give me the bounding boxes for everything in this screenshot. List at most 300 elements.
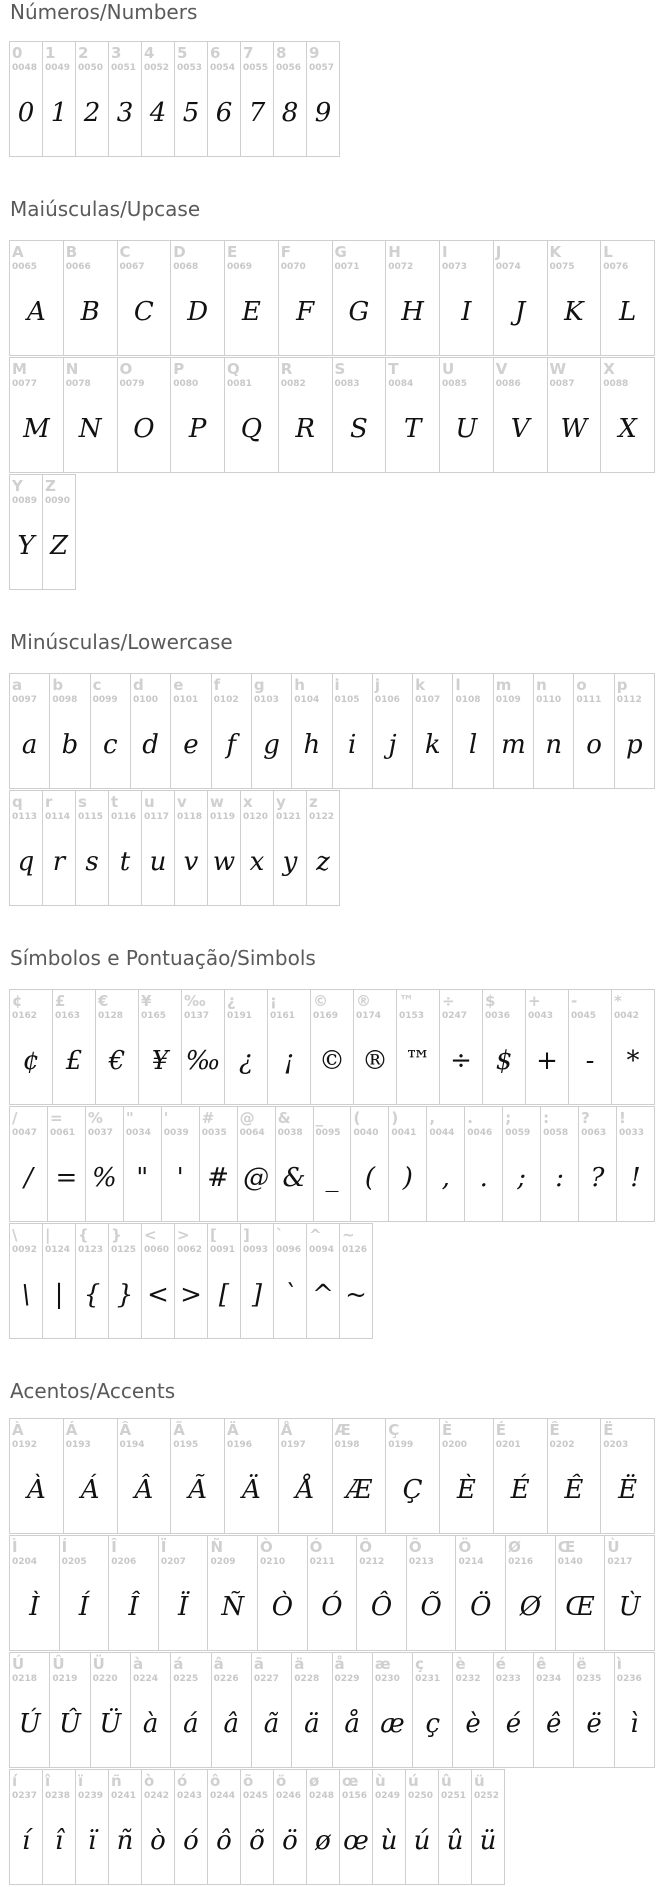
- glyph-code: 0202: [549, 1440, 575, 1450]
- glyph-sample: |: [54, 1280, 64, 1310]
- glyph-sample: N: [78, 414, 102, 444]
- glyph-char-label: _: [315, 1109, 323, 1127]
- glyph-char-label: z: [309, 793, 318, 811]
- glyph-cell: [75, 1223, 109, 1339]
- glyph-sample: 7: [248, 98, 266, 128]
- glyph-cell: [273, 1223, 307, 1339]
- glyph-code: 0169: [313, 1011, 339, 1021]
- glyph-code: 0095: [315, 1128, 341, 1138]
- glyph-char-label: ÷: [442, 992, 455, 1010]
- glyph-char-label: 6: [210, 44, 221, 62]
- glyph-char-label: é: [495, 1655, 506, 1673]
- glyph-cell: [313, 1106, 352, 1222]
- glyph-cell: [257, 1535, 308, 1651]
- glyph-char-label: |: [45, 1226, 51, 1244]
- glyph-char-label: ã: [253, 1655, 264, 1673]
- glyph-char-label: ï: [78, 1772, 84, 1790]
- glyph-char-label: Ù: [607, 1538, 620, 1556]
- glyph-cell: [9, 1106, 48, 1222]
- glyph-cell: [224, 989, 268, 1105]
- glyph-sample: f: [226, 730, 237, 760]
- glyph-code: 0244: [210, 1791, 236, 1801]
- glyph-cell: [533, 1652, 574, 1768]
- glyph-char-label: Œ: [557, 1538, 576, 1556]
- glyph-cell: [600, 1418, 655, 1534]
- glyph-code: 0068: [173, 262, 199, 272]
- glyph-cell: [307, 1535, 358, 1651]
- glyph-sample: E: [241, 297, 261, 327]
- glyph-cell: [525, 989, 569, 1105]
- glyph-code: 0111: [576, 695, 602, 705]
- glyph-char-label: i: [334, 676, 340, 694]
- glyph-cell: [604, 1535, 655, 1651]
- glyph-code: 0230: [374, 1674, 400, 1684]
- glyph-cell: [353, 989, 397, 1105]
- glyph-sample: l: [468, 730, 478, 760]
- glyph-sample: Ç: [402, 1475, 423, 1505]
- glyph-sample: ã: [263, 1709, 280, 1739]
- glyph-cell: [385, 1418, 440, 1534]
- glyph-cell: [372, 1652, 413, 1768]
- glyph-char-label: B: [65, 243, 78, 261]
- glyph-char-label: J: [495, 243, 502, 261]
- glyph-sample: h: [303, 730, 321, 760]
- glyph-code: 0119: [210, 812, 236, 822]
- glyph-code: 0110: [536, 695, 562, 705]
- glyph-char-label: Y: [12, 477, 23, 495]
- glyph-sample: Ó: [321, 1592, 343, 1622]
- section-title: Números/Numbers: [10, 0, 198, 24]
- glyph-char-label: à: [132, 1655, 144, 1673]
- glyph-sample: Ô: [370, 1592, 393, 1622]
- glyph-sample: z: [316, 847, 330, 877]
- glyph-char-label: ë: [576, 1655, 587, 1673]
- glyph-char-label: d: [132, 676, 144, 694]
- glyph-code: 0092: [12, 1245, 38, 1255]
- glyph-cell: [170, 357, 225, 473]
- glyph-char-label: 4: [144, 44, 155, 62]
- glyph-char-label: {: [78, 1226, 89, 1244]
- glyph-char-label: Í: [61, 1538, 68, 1556]
- glyph-sample: â: [223, 1709, 239, 1739]
- glyph-code: 0060: [144, 1245, 170, 1255]
- glyph-cell: [9, 41, 43, 157]
- glyph-char-label: Ä: [227, 1421, 239, 1439]
- glyph-cell: [412, 1652, 453, 1768]
- glyph-code: 0089: [12, 496, 38, 506]
- glyph-cell: [9, 357, 64, 473]
- glyph-code: 0212: [359, 1557, 385, 1567]
- glyph-row: [10, 674, 655, 791]
- glyph-sample: Z: [49, 531, 69, 561]
- glyph-char-label: Å: [280, 1421, 293, 1439]
- glyph-cell: [614, 673, 655, 789]
- glyph-sample: ": [136, 1163, 149, 1193]
- glyph-char-label: Û: [52, 1655, 65, 1673]
- glyph-sample: w: [212, 847, 236, 877]
- glyph-cell: [240, 41, 274, 157]
- glyph-code: 0227: [253, 1674, 279, 1684]
- glyph-char-label: g: [253, 676, 265, 694]
- glyph-sample: i: [347, 730, 357, 760]
- glyph-sample: ñ: [116, 1826, 134, 1856]
- glyph-code: 0124: [45, 1245, 71, 1255]
- glyph-cell: [49, 1652, 90, 1768]
- glyph-cell: [9, 240, 64, 356]
- glyph-sample: ì: [630, 1709, 639, 1739]
- glyph-char-label: å: [334, 1655, 345, 1673]
- glyph-cell: [455, 1535, 506, 1651]
- glyph-sample: _: [325, 1163, 339, 1193]
- glyph-sample: %: [91, 1163, 117, 1193]
- glyph-char-label: 5: [177, 44, 188, 62]
- glyph-sample: U: [455, 414, 478, 444]
- glyph-char-label: U: [442, 360, 455, 378]
- glyph-code: 0105: [334, 695, 360, 705]
- glyph-code: 0046: [467, 1128, 493, 1138]
- glyph-cell: [42, 790, 76, 906]
- glyph-sample: Ê: [564, 1475, 584, 1505]
- glyph-code: 0205: [61, 1557, 87, 1567]
- glyph-sample: 0: [17, 98, 35, 128]
- glyph-sample: ê: [546, 1709, 562, 1739]
- glyph-code: 0058: [543, 1128, 569, 1138]
- glyph-code: 0053: [177, 63, 203, 73]
- glyph-code: 0067: [119, 262, 145, 272]
- glyph-code: 0163: [55, 1011, 81, 1021]
- glyph-char-label: ö: [276, 1772, 287, 1790]
- glyph-code: 0206: [111, 1557, 137, 1567]
- section-title: Acentos/Accents: [10, 1379, 176, 1403]
- glyph-cell: [9, 474, 43, 590]
- glyph-code: 0241: [111, 1791, 137, 1801]
- glyph-code: 0239: [78, 1791, 104, 1801]
- glyph-cell: [240, 1769, 274, 1885]
- glyph-sample: à: [142, 1709, 159, 1739]
- glyph-char-label: í: [12, 1772, 18, 1790]
- glyph-sample: X: [618, 414, 637, 444]
- glyph-cell: [339, 1769, 373, 1885]
- glyph-code: 0082: [280, 379, 306, 389]
- glyph-cell: [547, 1418, 602, 1534]
- glyph-cell: [42, 1223, 76, 1339]
- glyph-char-label: r: [45, 793, 53, 811]
- glyph-sample: =: [55, 1163, 78, 1193]
- glyph-char-label: ™: [399, 992, 414, 1010]
- glyph-sample: a: [21, 730, 38, 760]
- glyph-cell: [306, 790, 340, 906]
- glyph-cell: [502, 1106, 541, 1222]
- glyph-char-label: á: [173, 1655, 184, 1673]
- glyph-code: 0234: [536, 1674, 562, 1684]
- glyph-char-label: I: [442, 243, 448, 261]
- glyph-char-label: Î: [111, 1538, 117, 1556]
- glyph-char-label: [: [210, 1226, 217, 1244]
- glyph-cell: [426, 1106, 465, 1222]
- glyph-code: 0251: [441, 1791, 467, 1801]
- glyph-sample: Ë: [618, 1475, 638, 1505]
- glyph-cell: [174, 1769, 208, 1885]
- glyph-code: 0036: [485, 1011, 511, 1021]
- glyph-code: 0086: [495, 379, 521, 389]
- glyph-code: 0232: [455, 1674, 481, 1684]
- glyph-sample: H: [401, 297, 424, 327]
- glyph-cell: [181, 989, 225, 1105]
- glyph-code: 0056: [276, 63, 302, 73]
- glyph-sample: á: [183, 1709, 199, 1739]
- glyph-code: 0238: [45, 1791, 71, 1801]
- glyph-sample: `: [283, 1280, 297, 1310]
- glyph-cell: [9, 790, 43, 906]
- glyph-char-label: ç: [415, 1655, 425, 1673]
- glyph-cell: [108, 1223, 142, 1339]
- glyph-code: 0096: [276, 1245, 302, 1255]
- glyph-code: 0042: [614, 1011, 640, 1021]
- glyph-cell: [85, 1106, 124, 1222]
- glyph-char-label: Ò: [260, 1538, 273, 1556]
- glyph-sample: A: [26, 297, 46, 327]
- glyph-sample: Ù: [618, 1592, 641, 1622]
- glyph-char-label: ô: [210, 1772, 221, 1790]
- glyph-cell: [138, 989, 182, 1105]
- glyph-cell: [75, 1769, 109, 1885]
- glyph-code: 0034: [125, 1128, 151, 1138]
- glyph-cell: [251, 673, 292, 789]
- glyph-sample: ó: [183, 1826, 199, 1856]
- glyph-code: 0247: [442, 1011, 468, 1021]
- glyph-code: 0074: [495, 262, 521, 272]
- glyph-cell: [388, 1106, 427, 1222]
- glyph-sample: ¢: [22, 1046, 40, 1076]
- glyph-code: 0098: [52, 695, 78, 705]
- glyph-sample: J: [514, 297, 526, 327]
- glyph-sample: I: [461, 297, 472, 327]
- glyph-char-label: Â: [119, 1421, 132, 1439]
- glyph-code: 0057: [309, 63, 335, 73]
- glyph-sample: .: [479, 1163, 488, 1193]
- glyph-sample: Ñ: [221, 1592, 245, 1622]
- glyph-code: 0114: [45, 812, 71, 822]
- glyph-cell: [278, 357, 333, 473]
- glyph-cell: [275, 1106, 314, 1222]
- glyph-char-label: î: [45, 1772, 51, 1790]
- glyph-code: 0197: [280, 1440, 306, 1450]
- glyph-cell: [170, 1418, 225, 1534]
- glyph-sample: ç: [425, 1709, 441, 1739]
- glyph-char-label: R: [280, 360, 293, 378]
- glyph-sample: B: [80, 297, 100, 327]
- glyph-sample: ‰: [185, 1046, 221, 1076]
- glyph-code: 0214: [458, 1557, 484, 1567]
- glyph-char-label: t: [111, 793, 119, 811]
- glyph-sample: O: [133, 414, 155, 444]
- glyph-char-label: ñ: [111, 1772, 122, 1790]
- glyph-char-label: 1: [45, 44, 56, 62]
- glyph-code: 0090: [45, 496, 71, 506]
- glyph-char-label: b: [52, 676, 64, 694]
- glyph-code: 0084: [388, 379, 414, 389]
- glyph-code: 0204: [12, 1557, 38, 1567]
- glyph-char-label: v: [177, 793, 187, 811]
- glyph-sample: ò: [150, 1826, 166, 1856]
- glyph-code: 0050: [78, 63, 104, 73]
- glyph-code: 0035: [201, 1128, 227, 1138]
- glyph-code: 0051: [111, 63, 137, 73]
- glyph-cell: [267, 989, 311, 1105]
- glyph-char-label: S: [334, 360, 346, 378]
- glyph-cell: [141, 1769, 175, 1885]
- glyph-cell: [95, 989, 139, 1105]
- glyph-char-label: x: [243, 793, 253, 811]
- glyph-cell: [42, 1769, 76, 1885]
- glyph-char-label: 2: [78, 44, 89, 62]
- glyph-char-label: *: [614, 992, 622, 1010]
- glyph-sample: Â: [134, 1475, 154, 1505]
- glyph-char-label: È: [442, 1421, 453, 1439]
- glyph-sample: W: [560, 414, 588, 444]
- glyph-cell: [251, 1652, 292, 1768]
- glyph-sample: c: [103, 730, 118, 760]
- glyph-cell: [372, 1769, 406, 1885]
- glyph-code: 0101: [173, 695, 199, 705]
- glyph-code: 0054: [210, 63, 236, 73]
- glyph-sample: ;: [517, 1163, 527, 1193]
- glyph-code: 0209: [210, 1557, 236, 1567]
- glyph-char-label: F: [280, 243, 291, 261]
- glyph-cell: [63, 357, 118, 473]
- glyph-code: 0071: [334, 262, 360, 272]
- glyph-char-label: s: [78, 793, 87, 811]
- glyph-code: 0196: [227, 1440, 253, 1450]
- glyph-cell: [75, 790, 109, 906]
- glyph-code: 0097: [12, 695, 38, 705]
- glyph-char-label: K: [549, 243, 562, 261]
- glyph-cell: [42, 41, 76, 157]
- glyph-code: 0083: [334, 379, 360, 389]
- glyph-cell: [493, 1418, 548, 1534]
- glyph-cell: [332, 1418, 387, 1534]
- glyph-sample: õ: [249, 1826, 265, 1856]
- glyph-cell: [141, 1223, 175, 1339]
- glyph-sample: ?: [590, 1163, 605, 1193]
- glyph-cell: [75, 41, 109, 157]
- glyph-char-label: f: [213, 676, 221, 694]
- glyph-char-label: €: [98, 992, 109, 1010]
- glyph-code: 0211: [309, 1557, 335, 1567]
- glyph-code: 0237: [12, 1791, 38, 1801]
- glyph-code: 0033: [619, 1128, 645, 1138]
- glyph-code: 0224: [132, 1674, 158, 1684]
- glyph-sample: û: [446, 1826, 464, 1856]
- glyph-sample: È: [456, 1475, 476, 1505]
- glyph-cell: [452, 1652, 493, 1768]
- glyph-sample: @: [243, 1163, 270, 1193]
- glyph-sample: y: [282, 847, 298, 877]
- glyph-sample: (: [364, 1163, 375, 1193]
- glyph-char-label: /: [12, 1109, 18, 1127]
- section-title: Maiúsculas/Upcase: [10, 197, 201, 221]
- glyph-row: [10, 1536, 655, 1653]
- glyph-code: 0126: [342, 1245, 368, 1255]
- glyph-sample: ä: [304, 1709, 320, 1739]
- glyph-cell: [9, 1223, 43, 1339]
- glyph-code: 0078: [65, 379, 91, 389]
- glyph-cell: [9, 1418, 64, 1534]
- glyph-sample: g: [263, 730, 280, 760]
- glyph-char-label: ©: [313, 992, 328, 1010]
- glyph-char-label: Ñ: [210, 1538, 223, 1556]
- glyph-code: 0191: [227, 1011, 253, 1021]
- glyph-cell: [439, 989, 483, 1105]
- glyph-code: 0193: [65, 1440, 91, 1450]
- glyph-char-label: æ: [374, 1655, 391, 1673]
- glyph-code: 0217: [607, 1557, 633, 1567]
- glyph-char-label: õ: [243, 1772, 254, 1790]
- glyph-sample: ô: [216, 1826, 232, 1856]
- glyph-char-label: %: [87, 1109, 103, 1127]
- glyph-char-label: W: [549, 360, 567, 378]
- glyph-code: 0156: [342, 1791, 368, 1801]
- glyph-char-label: ¥: [141, 992, 152, 1010]
- glyph-sample: 2: [83, 98, 101, 128]
- glyph-cell: [211, 1652, 252, 1768]
- glyph-cell: [306, 41, 340, 157]
- glyph-code: 0100: [132, 695, 158, 705]
- glyph-code: 0069: [227, 262, 253, 272]
- glyph-cell: [108, 41, 142, 157]
- glyph-char-label: h: [294, 676, 305, 694]
- glyph-char-label: Æ: [334, 1421, 351, 1439]
- glyph-char-label: }: [111, 1226, 122, 1244]
- glyph-sample: Ì: [29, 1592, 40, 1622]
- glyph-sample: K: [564, 297, 584, 327]
- glyph-sample: è: [465, 1709, 481, 1739]
- glyph-cell: [273, 790, 307, 906]
- glyph-char-label: +: [528, 992, 541, 1010]
- glyph-sample: 6: [215, 98, 233, 128]
- glyph-sample: ^: [312, 1280, 334, 1310]
- glyph-sample: î: [54, 1826, 64, 1856]
- glyph-code: 0106: [374, 695, 400, 705]
- glyph-cell: [291, 1652, 332, 1768]
- glyph-cell: [42, 474, 76, 590]
- glyph-cell: [385, 240, 440, 356]
- glyph-sample: Î: [128, 1592, 139, 1622]
- glyph-char-label: l: [455, 676, 461, 694]
- glyph-sample: e: [183, 730, 199, 760]
- glyph-code: 0115: [78, 812, 104, 822]
- glyph-sample: }: [116, 1280, 134, 1310]
- glyph-code: 0102: [213, 695, 239, 705]
- glyph-cell: [170, 240, 225, 356]
- glyph-code: 0194: [119, 1440, 145, 1450]
- glyph-code: 0137: [184, 1011, 210, 1021]
- glyph-grid: [10, 990, 655, 1341]
- glyph-cell: [616, 1106, 655, 1222]
- glyph-code: 0116: [111, 812, 137, 822]
- glyph-sample: Ú: [18, 1709, 41, 1739]
- glyph-sample: $: [495, 1046, 513, 1076]
- glyph-sample: m: [501, 730, 526, 760]
- glyph-code: 0122: [309, 812, 335, 822]
- glyph-char-label: P: [173, 360, 185, 378]
- glyph-sample: k: [424, 730, 441, 760]
- glyph-sample: ú: [413, 1826, 431, 1856]
- glyph-char-label: <: [144, 1226, 157, 1244]
- glyph-sample: £: [65, 1046, 83, 1076]
- glyph-cell: [123, 1106, 162, 1222]
- glyph-char-label: X: [603, 360, 615, 378]
